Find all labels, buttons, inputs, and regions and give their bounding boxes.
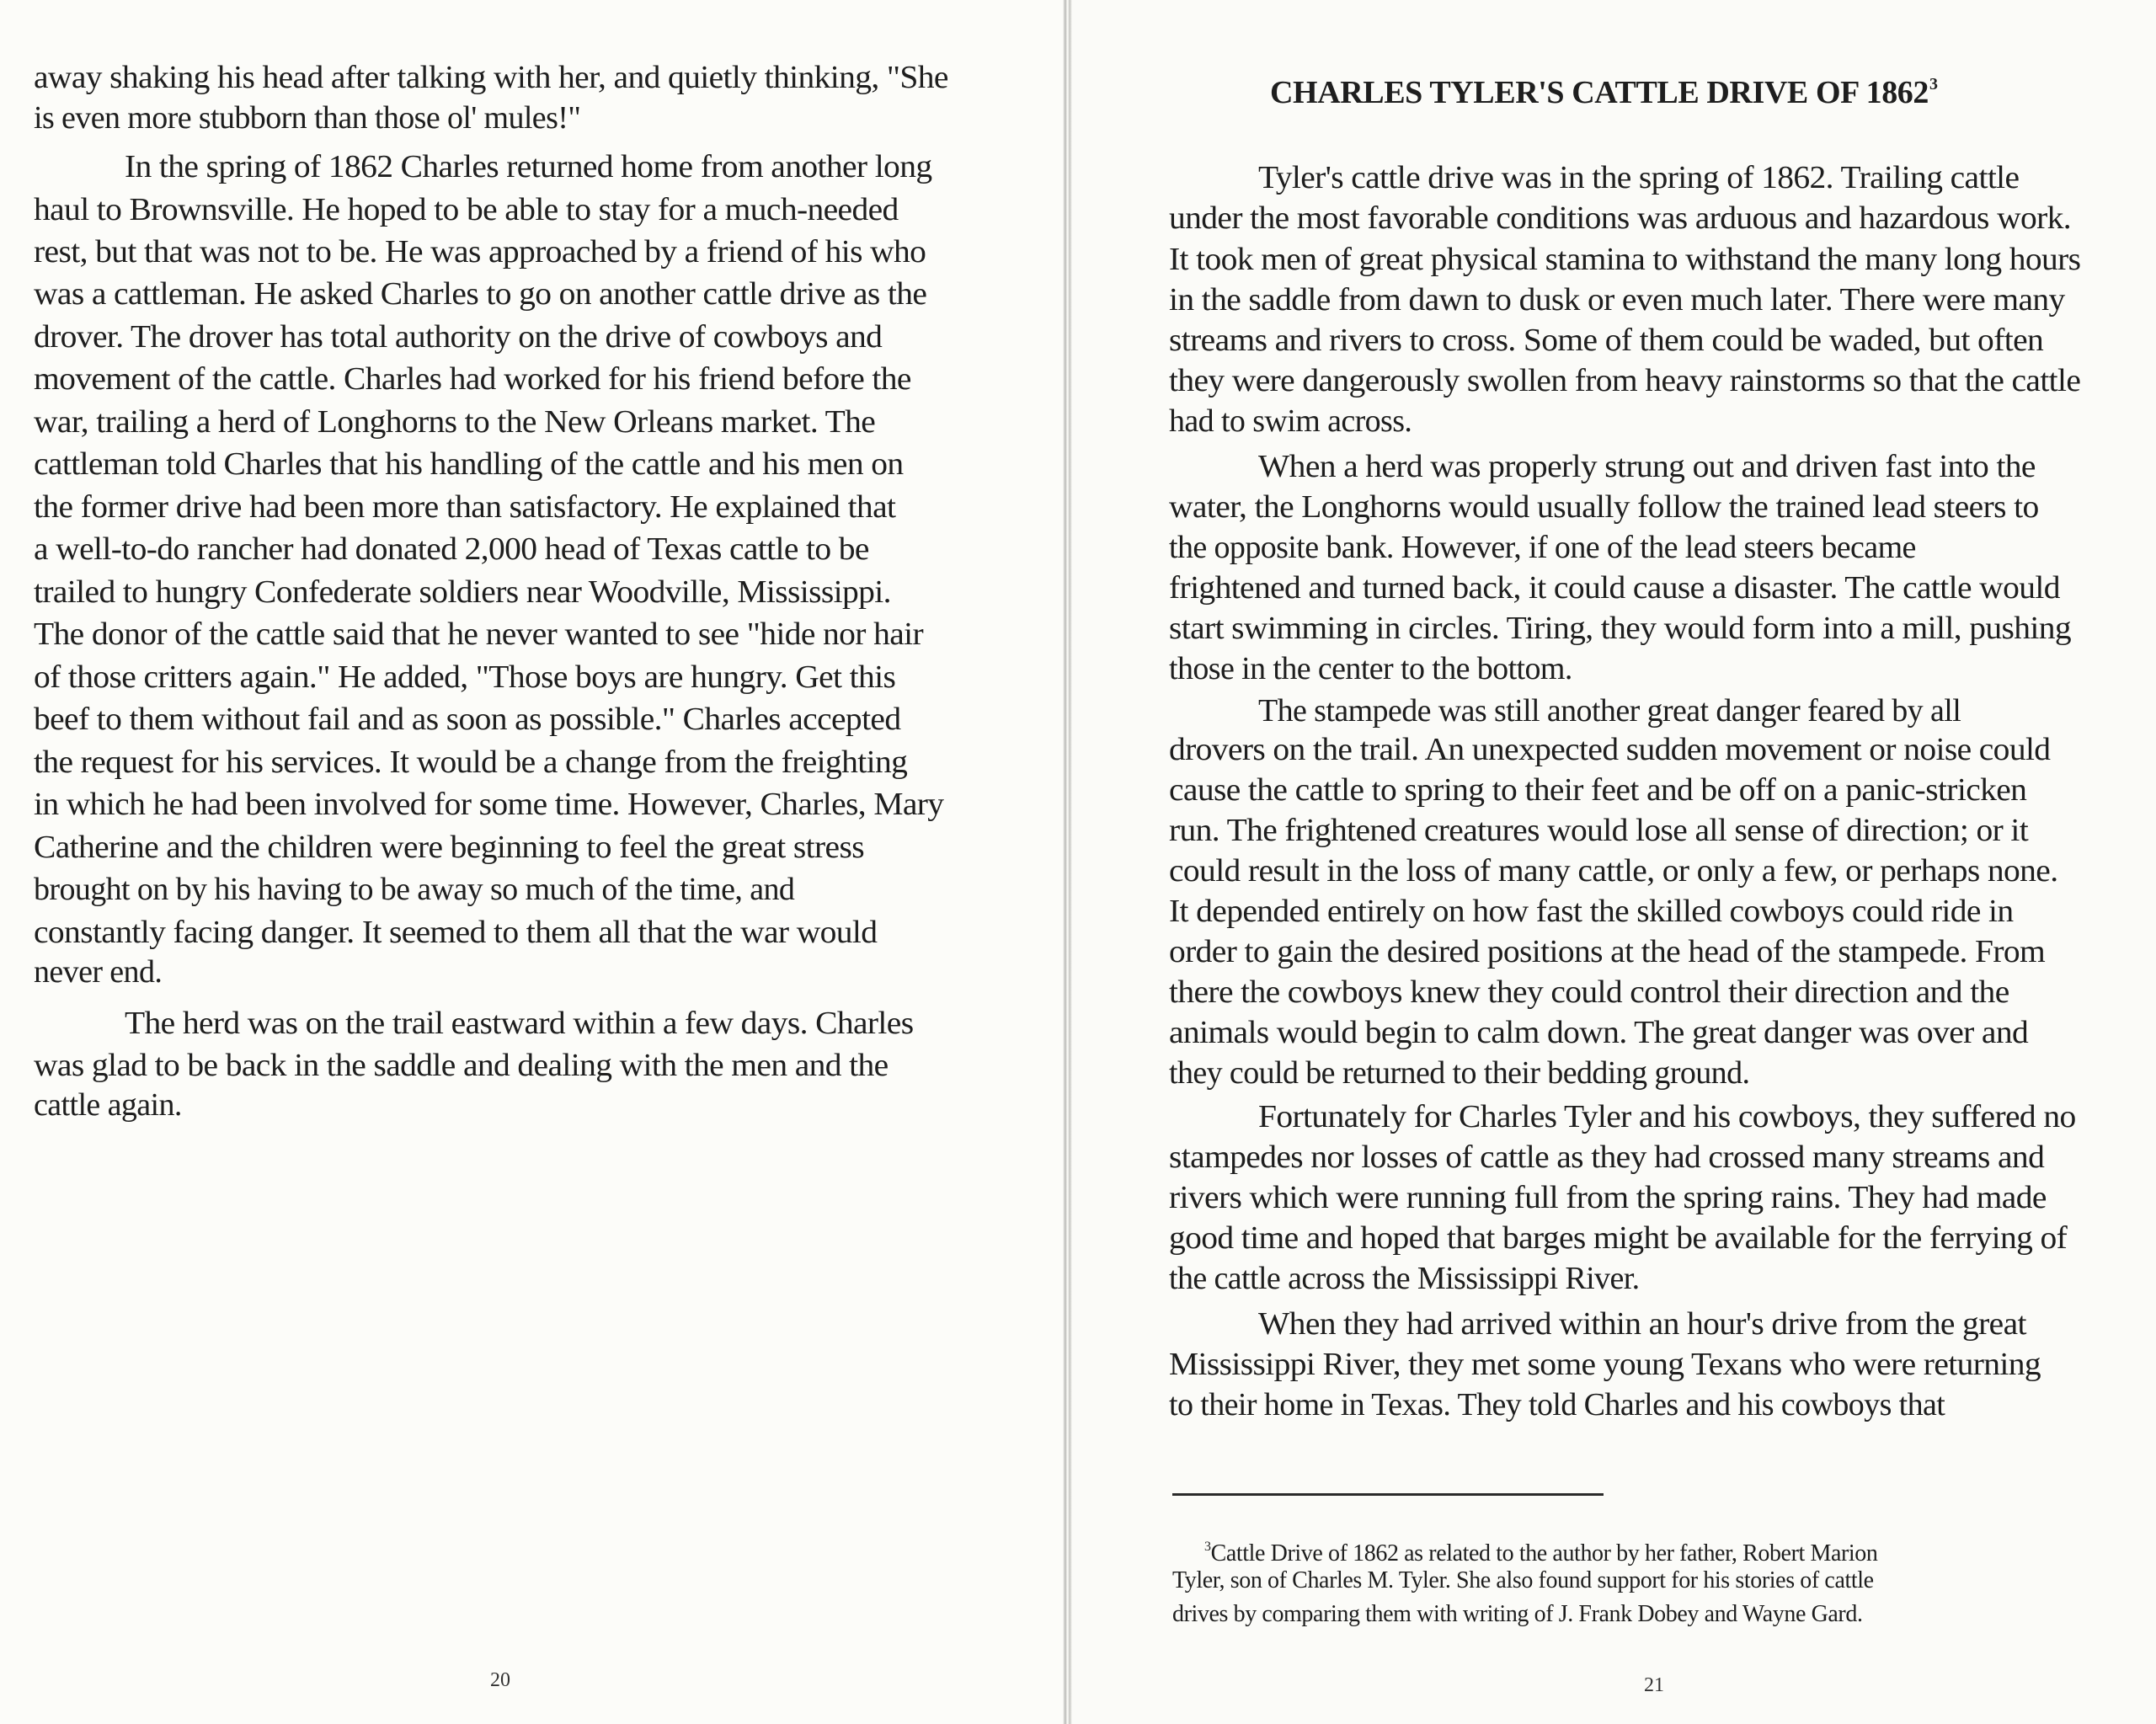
page-number-left: 20	[490, 1669, 510, 1691]
text-line: When a herd was properly strung out and driven fast into the	[1258, 449, 2036, 484]
text-line: there the cowboys knew they could control their direction and the	[1169, 974, 2009, 1010]
text-line: those in the center to the bottom.	[1169, 651, 1572, 686]
text-line: of those critters again." He added, "Those boys are hungry. Get this	[34, 659, 896, 695]
text-line: war, trailing a herd of Longhorns to the New Orleans market. The	[34, 404, 876, 440]
text-line: haul to Brownsville. He hoped to be able to stay for a much-needed	[34, 192, 899, 227]
text-line: Fortunately for Charles Tyler and his cowboys, they suffered no	[1258, 1099, 2076, 1134]
text-line: to their home in Texas. They told Charles and his cowboys that	[1169, 1387, 1945, 1422]
text-line: animals would begin to calm down. The great danger was over and	[1169, 1015, 2029, 1050]
text-line: cattleman told Charles that his handling of the cattle and his men on	[34, 446, 904, 482]
text-line: Tyler's cattle drive was in the spring of 1862. Trailing cattle	[1258, 160, 2020, 195]
text-line: never end.	[34, 954, 163, 990]
text-line: cause the cattle to spring to their feet and be off on a panic-stricken	[1169, 772, 2027, 808]
text-line: Mississippi River, they met some young Texans who were returning	[1169, 1347, 2041, 1382]
text-line: The herd was on the trail eastward within a few days. Charles	[125, 1006, 914, 1041]
text-line: had to swim across.	[1169, 403, 1412, 439]
text-line: In the spring of 1862 Charles returned home from another long	[125, 149, 932, 184]
text-line: a well-to-do rancher had donated 2,000 head of Texas cattle to be	[34, 531, 869, 567]
text-line: they could be returned to their bedding ground.	[1169, 1055, 1750, 1091]
footnote-reference-mark: 3	[1929, 75, 1938, 93]
text-line: constantly facing danger. It seemed to them all that the war would	[34, 915, 878, 950]
text-line: frightened and turned back, it could cause a disaster. The cattle would	[1169, 570, 2060, 606]
text-line: in which he had been involved for some time. However, Charles, Mary	[34, 787, 944, 822]
footnote-text: Cattle Drive of 1862 as related to the author by her father, Robert Marion	[1210, 1540, 1878, 1567]
text-line: in the saddle from dawn to dusk or even much later. There were many	[1169, 282, 2065, 318]
text-line: The stampede was still another great danger feared by all	[1258, 693, 1961, 729]
text-line: the request for his services. It would be a change from the freighting	[34, 745, 908, 780]
text-line: cattle again.	[34, 1087, 182, 1123]
text-line: under the most favorable conditions was arduous and hazardous work.	[1169, 200, 2072, 236]
page-number-right: 21	[1644, 1674, 1664, 1696]
text-line: streams and rivers to cross. Some of them could be waded, but often	[1169, 323, 2044, 358]
text-line: the cattle across the Mississippi River.	[1169, 1261, 1640, 1296]
text-line: start swimming in circles. Tiring, they would form into a mill, pushing	[1169, 611, 2072, 646]
text-line: the former drive had been more than satisfactory. He explained that	[34, 489, 896, 525]
chapter-title	[1270, 74, 1938, 111]
text-line: water, the Longhorns would usually follow the trained lead steers to	[1169, 489, 2039, 525]
text-line: was glad to be back in the saddle and dealing with the men and the	[34, 1048, 889, 1083]
text-line: movement of the cattle. Charles had worked for his friend before the	[34, 361, 911, 397]
text-line: When they had arrived within an hour's drive from the great	[1258, 1306, 2026, 1342]
book-spine-gutter	[1063, 0, 1073, 1724]
text-line: drover. The drover has total authority on the drive of cowboys and	[34, 319, 883, 355]
text-line: stampedes nor losses of cattle as they had crossed many streams and	[1169, 1140, 2045, 1175]
chapter-title-text: CHARLES TYLER'S CATTLE DRIVE OF 1862	[1270, 75, 1929, 110]
text-line: was a cattleman. He asked Charles to go on another cattle drive as the	[34, 276, 927, 312]
footnote-line: Tyler, son of Charles M. Tyler. She also found support for his stories of cattle	[1172, 1567, 1874, 1593]
text-line: The donor of the cattle said that he never wanted to see "hide nor hair	[34, 616, 924, 652]
text-line: away shaking his head after talking with her, and quietly thinking, "She	[34, 60, 948, 95]
text-line: It took men of great physical stamina to withstand the many long hours	[1169, 242, 2081, 277]
text-line: Catherine and the children were beginning to feel the great stress	[34, 830, 864, 865]
text-line: brought on by his having to be away so much of the time, and	[34, 872, 795, 907]
footnote-line	[1204, 1534, 1878, 1567]
text-line: run. The frightened creatures would lose all sense of direction; or it	[1169, 813, 2029, 848]
footnote-line: drives by comparing them with writing of J. Frank Dobey and Wayne Gard.	[1172, 1601, 1863, 1627]
text-line: is even more stubborn than those ol' mules!"	[34, 100, 581, 136]
text-line: the opposite bank. However, if one of the lead steers became	[1169, 530, 1916, 565]
text-line: It depended entirely on how fast the skilled cowboys could ride in	[1169, 894, 2014, 929]
text-line: beef to them without fail and as soon as possible." Charles accepted	[34, 702, 901, 737]
text-line: rivers which were running full from the spring rains. They had made	[1169, 1180, 2047, 1215]
text-line: order to gain the desired positions at the head of the stampede. From	[1169, 934, 2046, 969]
footnote-mark: 3	[1204, 1540, 1211, 1554]
text-line: they were dangerously swollen from heavy rainstorms so that the cattle	[1169, 363, 2081, 398]
text-line: could result in the loss of many cattle, or only a few, or perhaps none.	[1169, 853, 2058, 889]
text-line: drovers on the trail. An unexpected sudden movement or noise could	[1169, 732, 2051, 767]
footnote-separator-rule	[1172, 1493, 1604, 1496]
text-line: good time and hoped that barges might be available for the ferrying of	[1169, 1220, 2068, 1256]
text-line: rest, but that was not to be. He was approached by a friend of his who	[34, 234, 926, 270]
text-line: trailed to hungry Confederate soldiers near Woodville, Mississippi.	[34, 574, 891, 610]
